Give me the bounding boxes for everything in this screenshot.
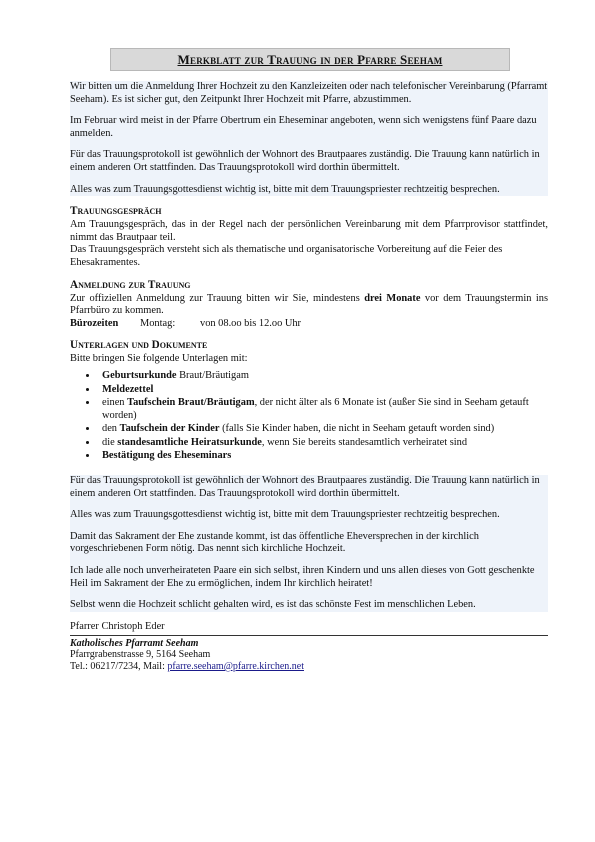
closing-paragraph: Ich lade alle noch unverheirateten Paare ein sich selbst, ihren Kindern und uns allen dieses von Gott geschenkte Heil im Sakrament der Ehe zu ermöglichen, indem Ihr kirchlich heiratet! bbox=[70, 565, 535, 589]
office-hours-label: Bürozeiten bbox=[70, 317, 119, 329]
office-hours-day: Montag: bbox=[140, 317, 176, 329]
document-title: Merkblatt zur Trauung in der Pfarre Seeham bbox=[110, 48, 510, 71]
closing-paragraph: Für das Trauungsprotokoll ist gewöhnlich der Wohnort des Brautpaares zuständig. Die Trauung kann natürlich in einem anderen Ort stattfinden. Das Trauungsprotokoll wird dorthin übermittelt. bbox=[70, 475, 540, 499]
intro-paragraph: Wir bitten um die Anmeldung Ihrer Hochzeit zu den Kanzleizeiten oder nach telefonischer Vereinbarung (Pfarramt Seeham). Es ist sicher gut, den Zeitpunkt Ihrer Hochzeit mit Pfarre, abzustimmen. bbox=[70, 81, 548, 105]
section-heading-unterlagen: Unterlagen und Dokumente bbox=[70, 339, 208, 352]
intro-paragraph: Für das Trauungsprotokoll ist gewöhnlich der Wohnort des Brautpaares zuständig. Die Trauung kann natürlich in einem anderen Ort stattfinden. Das Trauungsprotokoll wird dorthin übermittelt. bbox=[70, 149, 540, 173]
list-item: • Meldezettel bbox=[98, 384, 548, 397]
footer bbox=[70, 638, 548, 673]
section-paragraph: Das Trauungsgespräch versteht sich als thematische und organisatorische Vorbereitung auf die Feier des Ehesakramentes. bbox=[70, 244, 503, 268]
footer-organization: Katholisches Pfarramt Seeham bbox=[70, 637, 199, 649]
signature: Pfarrer Christoph Eder bbox=[70, 620, 165, 632]
section-heading-trauungsgespraech: Trauungsgespräch bbox=[70, 205, 162, 218]
section-paragraph: Am Trauungsgespräch, das in der Regel nach der persönlichen Vereinbarung mit dem Pfarrprovisor stattfindet, nimmt das Brautpaar teil. bbox=[70, 219, 548, 243]
footer-divider bbox=[70, 635, 548, 636]
closing-paragraph: Alles was zum Trauungsgottesdienst wichtig ist, bitte mit dem Trauungspriester rechtzeitig besprechen. bbox=[70, 509, 500, 521]
list-item: • den Taufschein der Kinder (falls Sie Kinder haben, die nicht in Seeham getauft worden sind) bbox=[98, 423, 548, 436]
intro-paragraph: Alles was zum Trauungsgottesdienst wichtig ist, bitte mit dem Trauungspriester rechtzeitig besprechen. bbox=[70, 183, 500, 195]
closing-paragraph: Selbst wenn die Hochzeit schlicht gehalten wird, es ist das schönste Fest im menschlichen Leben. bbox=[70, 599, 476, 611]
documents-list bbox=[70, 370, 548, 463]
footer-address: Pfarrgrabenstrasse 9, 5164 Seeham bbox=[70, 649, 211, 661]
list-item: • Geburtsurkunde Braut/Bräutigam bbox=[98, 370, 548, 383]
list-item: • Bestätigung des Eheseminars bbox=[98, 450, 548, 463]
anmeldung-paragraph: Zur offiziellen Anmeldung zur Trauung bitten wir Sie, mindestens drei Monate vor dem Trauungstermin ins Pfarrbüro zu kommen. bbox=[70, 292, 548, 317]
section-heading-anmeldung: Anmeldung zur Trauung bbox=[70, 278, 191, 291]
intro-block bbox=[70, 81, 548, 196]
list-item: • die standesamtliche Heiratsurkunde, wenn Sie bereits standesamtlich verheiratet sind bbox=[98, 437, 548, 450]
office-hours-time: von 08.oo bis 12.oo Uhr bbox=[200, 317, 302, 329]
office-hours bbox=[70, 318, 548, 331]
documents-lead: Bitte bringen Sie folgende Unterlagen mit: bbox=[70, 353, 248, 365]
email-link[interactable]: pfarre.seeham@pfarre.kirchen.net bbox=[167, 661, 304, 672]
closing-paragraph: Damit das Sakrament der Ehe zustande kommt, ist das öffentliche Eheversprechen in der kirchlich vorgeschriebenen Form nötig. Das nennt sich kirchliche Hochzeit. bbox=[70, 530, 479, 555]
intro-paragraph: Im Februar wird meist in der Pfarre Obertrum ein Eheseminar angeboten, wenn sich wenigstens fünf Paare dazu anmelden. bbox=[70, 115, 537, 139]
closing-block bbox=[70, 475, 548, 612]
emphasis-three-months: drei Monate bbox=[364, 292, 421, 304]
footer-contact: Tel.: 06217/7234, Mail: pfarre.seeham@pfarre.kirchen.net bbox=[70, 661, 304, 672]
document-page bbox=[70, 48, 548, 673]
list-item: • einen Taufschein Braut/Bräutigam, der nicht älter als 6 Monate ist (außer Sie sind in Seeham getauft worden) bbox=[98, 397, 548, 422]
